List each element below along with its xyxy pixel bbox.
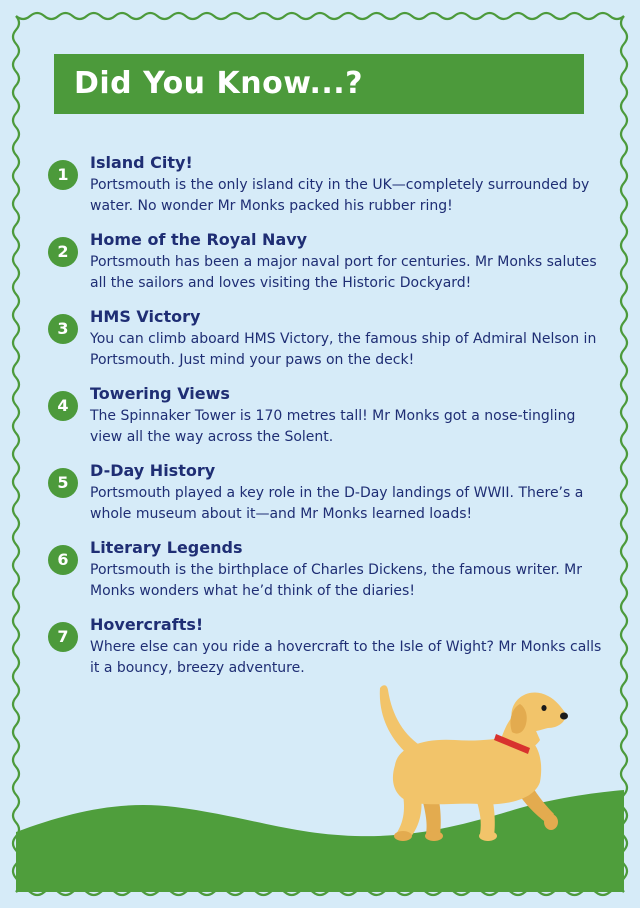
- fact-body: Portsmouth is the birthplace of Charles Dickens, the famous writer. Mr Monks wonders what he’d think of the diaries!: [90, 562, 582, 599]
- fact-body: Portsmouth has been a major naval port for centuries. Mr Monks salutes all the sailors and loves visiting the Historic Dockyard!: [90, 254, 597, 291]
- fact-title: Home of the Royal Navy: [90, 230, 308, 249]
- fact-number-badge: 3: [48, 314, 78, 344]
- page-title: Did You Know...?: [74, 66, 364, 101]
- fact-number-badge: 2: [48, 237, 78, 267]
- fact-title: D-Day History: [90, 461, 216, 480]
- fact-title: Literary Legends: [90, 538, 243, 557]
- fact-body: You can climb aboard HMS Victory, the famous ship of Admiral Nelson in Portsmouth. Just mind your paws on the deck!: [90, 331, 597, 368]
- fact-title: Island City!: [90, 153, 193, 172]
- fact-body: Portsmouth is the only island city in the UK—completely surrounded by water. No wonder Mr Monks packed his rubber ring!: [90, 177, 590, 214]
- fact-number-badge: 7: [48, 622, 78, 652]
- fact-body: The Spinnaker Tower is 170 metres tall! Mr Monks got a nose-tingling view all the way across the Solent.: [90, 408, 576, 445]
- fact-title: HMS Victory: [90, 307, 201, 326]
- fact-title: Towering Views: [90, 384, 230, 403]
- fact-body: Portsmouth played a key role in the D-Day landings of WWII. There’s a whole museum about it—and Mr Monks learned loads!: [90, 485, 584, 522]
- fact-body: Where else can you ride a hovercraft to the Isle of Wight? Mr Monks calls it a bouncy, breezy adventure.: [90, 639, 602, 676]
- fact-number-badge: 5: [48, 468, 78, 498]
- fact-title: Hovercrafts!: [90, 615, 204, 634]
- fact-number-badge: 4: [48, 391, 78, 421]
- fact-number-badge: 1: [48, 160, 78, 190]
- fact-number-badge: 6: [48, 545, 78, 575]
